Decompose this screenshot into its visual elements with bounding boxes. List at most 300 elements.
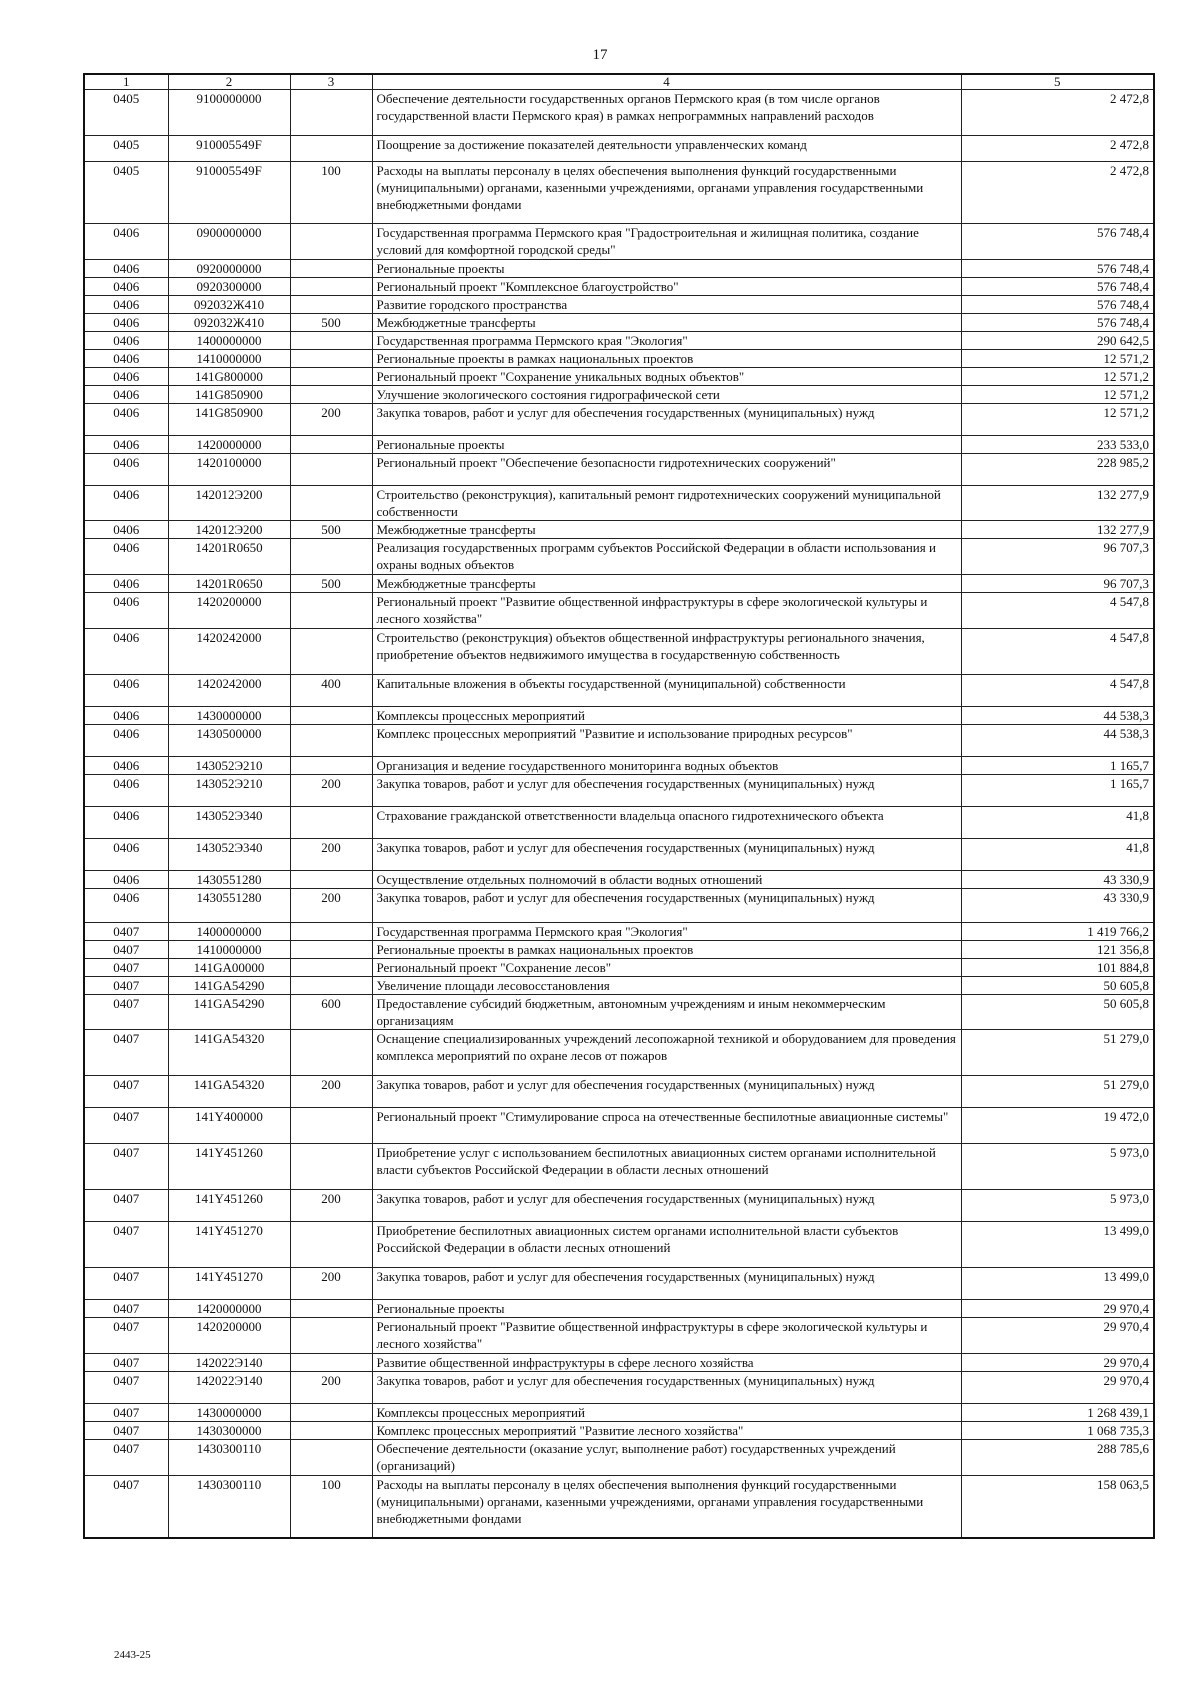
name-cell: Межбюджетные трансферты bbox=[372, 575, 961, 593]
table-body bbox=[84, 90, 1154, 1538]
name-cell: Расходы на выплаты персоналу в целях обеспечения выполнения функций государственными (муниципальными) органами, казенными учреждениями, органами управления государственными внебюджетными фондами bbox=[372, 162, 961, 224]
expense-type-cell bbox=[290, 923, 372, 941]
target-article-cell: 1420200000 bbox=[168, 1318, 290, 1354]
code-cell: 0406 bbox=[84, 629, 168, 675]
code-cell: 0407 bbox=[84, 1476, 168, 1538]
name-cell: Региональный проект "Развитие общественной инфраструктуры в сфере экологической культуры и лесного хозяйства" bbox=[372, 593, 961, 629]
name-cell: Закупка товаров, работ и услуг для обеспечения государственных (муниципальных) нужд bbox=[372, 1372, 961, 1404]
table-row bbox=[84, 725, 1154, 757]
amount-cell: 12 571,2 bbox=[961, 368, 1154, 386]
table-row bbox=[84, 839, 1154, 871]
expense-type-cell bbox=[290, 1300, 372, 1318]
code-cell: 0406 bbox=[84, 296, 168, 314]
amount-cell: 41,8 bbox=[961, 807, 1154, 839]
name-cell: Региональный проект "Стимулирование спроса на отечественные беспилотные авиационные системы" bbox=[372, 1108, 961, 1144]
amount-cell: 43 330,9 bbox=[961, 871, 1154, 889]
table-row bbox=[84, 296, 1154, 314]
target-article-cell: 1430300110 bbox=[168, 1440, 290, 1476]
table-header-row bbox=[84, 74, 1154, 90]
name-cell: Обеспечение деятельности (оказание услуг, выполнение работ) государственных учреждений (организаций) bbox=[372, 1440, 961, 1476]
code-cell: 0407 bbox=[84, 1300, 168, 1318]
expense-type-cell: 100 bbox=[290, 162, 372, 224]
amount-cell: 13 499,0 bbox=[961, 1268, 1154, 1300]
table-row bbox=[84, 332, 1154, 350]
code-cell: 0406 bbox=[84, 260, 168, 278]
name-cell: Межбюджетные трансферты bbox=[372, 521, 961, 539]
name-cell: Комплекс процессных мероприятий "Развитие лесного хозяйства" bbox=[372, 1422, 961, 1440]
header-col-5: 5 bbox=[961, 74, 1154, 90]
expense-type-cell: 600 bbox=[290, 995, 372, 1030]
target-article-cell: 143052Э340 bbox=[168, 839, 290, 871]
table-row bbox=[84, 1144, 1154, 1190]
table-row bbox=[84, 629, 1154, 675]
amount-cell: 50 605,8 bbox=[961, 995, 1154, 1030]
expense-type-cell: 500 bbox=[290, 314, 372, 332]
name-cell: Поощрение за достижение показателей деятельности управленческих команд bbox=[372, 136, 961, 162]
table-row bbox=[84, 871, 1154, 889]
expense-type-cell bbox=[290, 260, 372, 278]
code-cell: 0407 bbox=[84, 1354, 168, 1372]
name-cell: Комплекс процессных мероприятий "Развитие и использование природных ресурсов" bbox=[372, 725, 961, 757]
expense-type-cell bbox=[290, 368, 372, 386]
name-cell: Оснащение специализированных учреждений лесопожарной техникой и оборудованием для проведения комплекса мероприятий по охране лесов от пожаров bbox=[372, 1030, 961, 1076]
code-cell: 0406 bbox=[84, 775, 168, 807]
header-col-1: 1 bbox=[84, 74, 168, 90]
target-article-cell: 141Y400000 bbox=[168, 1108, 290, 1144]
code-cell: 0407 bbox=[84, 1404, 168, 1422]
table-row bbox=[84, 1440, 1154, 1476]
target-article-cell: 910005549F bbox=[168, 162, 290, 224]
expense-type-cell bbox=[290, 725, 372, 757]
expense-type-cell bbox=[290, 436, 372, 454]
table-row bbox=[84, 977, 1154, 995]
budget-table bbox=[83, 73, 1155, 1539]
code-cell: 0405 bbox=[84, 90, 168, 136]
amount-cell: 228 985,2 bbox=[961, 454, 1154, 486]
expense-type-cell bbox=[290, 386, 372, 404]
target-article-cell: 910005549F bbox=[168, 136, 290, 162]
code-cell: 0406 bbox=[84, 224, 168, 260]
table-row bbox=[84, 675, 1154, 707]
expense-type-cell bbox=[290, 1222, 372, 1268]
target-article-cell: 1420200000 bbox=[168, 593, 290, 629]
code-cell: 0407 bbox=[84, 941, 168, 959]
expense-type-cell bbox=[290, 1354, 372, 1372]
name-cell: Закупка товаров, работ и услуг для обеспечения государственных (муниципальных) нужд bbox=[372, 839, 961, 871]
code-cell: 0406 bbox=[84, 404, 168, 436]
code-cell: 0406 bbox=[84, 757, 168, 775]
amount-cell: 1 268 439,1 bbox=[961, 1404, 1154, 1422]
target-article-cell: 1430300110 bbox=[168, 1476, 290, 1538]
amount-cell: 96 707,3 bbox=[961, 575, 1154, 593]
table-row bbox=[84, 707, 1154, 725]
amount-cell: 2 472,8 bbox=[961, 162, 1154, 224]
code-cell: 0407 bbox=[84, 959, 168, 977]
expense-type-cell bbox=[290, 593, 372, 629]
amount-cell: 4 547,8 bbox=[961, 629, 1154, 675]
expense-type-cell bbox=[290, 224, 372, 260]
amount-cell: 2 472,8 bbox=[961, 136, 1154, 162]
name-cell: Региональный проект "Сохранение лесов" bbox=[372, 959, 961, 977]
expense-type-cell bbox=[290, 629, 372, 675]
expense-type-cell bbox=[290, 1422, 372, 1440]
name-cell: Закупка товаров, работ и услуг для обеспечения государственных (муниципальных) нужд bbox=[372, 775, 961, 807]
expense-type-cell bbox=[290, 1440, 372, 1476]
amount-cell: 576 748,4 bbox=[961, 314, 1154, 332]
expense-type-cell: 200 bbox=[290, 1372, 372, 1404]
name-cell: Региональный проект "Комплексное благоустройство" bbox=[372, 278, 961, 296]
code-cell: 0407 bbox=[84, 923, 168, 941]
amount-cell: 5 973,0 bbox=[961, 1190, 1154, 1222]
target-article-cell: 1400000000 bbox=[168, 332, 290, 350]
target-article-cell: 0920300000 bbox=[168, 278, 290, 296]
table-row bbox=[84, 1222, 1154, 1268]
target-article-cell: 092032Ж410 bbox=[168, 314, 290, 332]
table-row bbox=[84, 1300, 1154, 1318]
expense-type-cell: 400 bbox=[290, 675, 372, 707]
table-row bbox=[84, 757, 1154, 775]
target-article-cell: 141GA54320 bbox=[168, 1030, 290, 1076]
table-row bbox=[84, 1030, 1154, 1076]
table-row bbox=[84, 162, 1154, 224]
amount-cell: 132 277,9 bbox=[961, 521, 1154, 539]
amount-cell: 29 970,4 bbox=[961, 1318, 1154, 1354]
header-col-3: 3 bbox=[290, 74, 372, 90]
expense-type-cell: 200 bbox=[290, 1190, 372, 1222]
code-cell: 0406 bbox=[84, 278, 168, 296]
name-cell: Строительство (реконструкция), капитальный ремонт гидротехнических сооружений муниципальной собственности bbox=[372, 486, 961, 521]
amount-cell: 1 068 735,3 bbox=[961, 1422, 1154, 1440]
code-cell: 0407 bbox=[84, 1222, 168, 1268]
name-cell: Региональный проект "Обеспечение безопасности гидротехнических сооружений" bbox=[372, 454, 961, 486]
expense-type-cell bbox=[290, 959, 372, 977]
code-cell: 0406 bbox=[84, 725, 168, 757]
code-cell: 0407 bbox=[84, 1422, 168, 1440]
target-article-cell: 9100000000 bbox=[168, 90, 290, 136]
document-code: 2443-25 bbox=[114, 1649, 151, 1661]
amount-cell: 1 165,7 bbox=[961, 757, 1154, 775]
amount-cell: 158 063,5 bbox=[961, 1476, 1154, 1538]
name-cell: Закупка товаров, работ и услуг для обеспечения государственных (муниципальных) нужд bbox=[372, 1190, 961, 1222]
amount-cell: 2 472,8 bbox=[961, 90, 1154, 136]
expense-type-cell bbox=[290, 454, 372, 486]
expense-type-cell bbox=[290, 757, 372, 775]
name-cell: Комплексы процессных мероприятий bbox=[372, 1404, 961, 1422]
code-cell: 0406 bbox=[84, 368, 168, 386]
target-article-cell: 1430000000 bbox=[168, 1404, 290, 1422]
target-article-cell: 1430000000 bbox=[168, 707, 290, 725]
table-row bbox=[84, 1268, 1154, 1300]
table-row bbox=[84, 260, 1154, 278]
amount-cell: 290 642,5 bbox=[961, 332, 1154, 350]
header-col-2: 2 bbox=[168, 74, 290, 90]
amount-cell: 29 970,4 bbox=[961, 1372, 1154, 1404]
table-row bbox=[84, 1076, 1154, 1108]
name-cell: Организация и ведение государственного мониторинга водных объектов bbox=[372, 757, 961, 775]
page-number: 17 bbox=[592, 47, 608, 63]
amount-cell: 29 970,4 bbox=[961, 1300, 1154, 1318]
amount-cell: 233 533,0 bbox=[961, 436, 1154, 454]
code-cell: 0407 bbox=[84, 1144, 168, 1190]
name-cell: Увеличение площади лесовосстановления bbox=[372, 977, 961, 995]
code-cell: 0406 bbox=[84, 539, 168, 575]
expense-type-cell: 200 bbox=[290, 839, 372, 871]
amount-cell: 50 605,8 bbox=[961, 977, 1154, 995]
target-article-cell: 142022Э140 bbox=[168, 1354, 290, 1372]
target-article-cell: 141Y451260 bbox=[168, 1190, 290, 1222]
table-row bbox=[84, 486, 1154, 521]
target-article-cell: 1430500000 bbox=[168, 725, 290, 757]
amount-cell: 51 279,0 bbox=[961, 1076, 1154, 1108]
target-article-cell: 1430551280 bbox=[168, 871, 290, 889]
code-cell: 0407 bbox=[84, 1440, 168, 1476]
expense-type-cell bbox=[290, 332, 372, 350]
code-cell: 0406 bbox=[84, 707, 168, 725]
name-cell: Государственная программа Пермского края "Экология" bbox=[372, 923, 961, 941]
name-cell: Региональные проекты bbox=[372, 1300, 961, 1318]
table-row bbox=[84, 1354, 1154, 1372]
target-article-cell: 1420242000 bbox=[168, 675, 290, 707]
expense-type-cell bbox=[290, 941, 372, 959]
expense-type-cell: 500 bbox=[290, 521, 372, 539]
amount-cell: 101 884,8 bbox=[961, 959, 1154, 977]
target-article-cell: 142012Э200 bbox=[168, 486, 290, 521]
expense-type-cell: 200 bbox=[290, 1268, 372, 1300]
target-article-cell: 143052Э210 bbox=[168, 757, 290, 775]
header-col-4: 4 bbox=[372, 74, 961, 90]
code-cell: 0407 bbox=[84, 1190, 168, 1222]
amount-cell: 43 330,9 bbox=[961, 889, 1154, 923]
amount-cell: 12 571,2 bbox=[961, 350, 1154, 368]
expense-type-cell: 200 bbox=[290, 775, 372, 807]
table-row bbox=[84, 807, 1154, 839]
target-article-cell: 1410000000 bbox=[168, 941, 290, 959]
code-cell: 0406 bbox=[84, 521, 168, 539]
name-cell: Региональные проекты bbox=[372, 436, 961, 454]
code-cell: 0407 bbox=[84, 1030, 168, 1076]
table-row bbox=[84, 959, 1154, 977]
amount-cell: 288 785,6 bbox=[961, 1440, 1154, 1476]
table-row bbox=[84, 1422, 1154, 1440]
code-cell: 0407 bbox=[84, 1076, 168, 1108]
name-cell: Улучшение экологического состояния гидрографической сети bbox=[372, 386, 961, 404]
code-cell: 0407 bbox=[84, 1318, 168, 1354]
code-cell: 0406 bbox=[84, 454, 168, 486]
code-cell: 0406 bbox=[84, 807, 168, 839]
amount-cell: 12 571,2 bbox=[961, 386, 1154, 404]
amount-cell: 576 748,4 bbox=[961, 260, 1154, 278]
code-cell: 0407 bbox=[84, 995, 168, 1030]
expense-type-cell bbox=[290, 278, 372, 296]
name-cell: Закупка товаров, работ и услуг для обеспечения государственных (муниципальных) нужд bbox=[372, 1268, 961, 1300]
target-article-cell: 1420242000 bbox=[168, 629, 290, 675]
amount-cell: 29 970,4 bbox=[961, 1354, 1154, 1372]
name-cell: Приобретение услуг с использованием беспилотных авиационных систем органами исполнительной власти субъектов Российской Федерации в области лесных отношений bbox=[372, 1144, 961, 1190]
table-row bbox=[84, 1318, 1154, 1354]
table-row bbox=[84, 995, 1154, 1030]
target-article-cell: 141G800000 bbox=[168, 368, 290, 386]
table-row bbox=[84, 1476, 1154, 1538]
code-cell: 0407 bbox=[84, 977, 168, 995]
name-cell: Закупка товаров, работ и услуг для обеспечения государственных (муниципальных) нужд bbox=[372, 1076, 961, 1108]
target-article-cell: 141GA00000 bbox=[168, 959, 290, 977]
target-article-cell: 14201R0650 bbox=[168, 539, 290, 575]
code-cell: 0406 bbox=[84, 350, 168, 368]
table-row bbox=[84, 136, 1154, 162]
target-article-cell: 141GA54290 bbox=[168, 977, 290, 995]
target-article-cell: 141Y451270 bbox=[168, 1268, 290, 1300]
amount-cell: 41,8 bbox=[961, 839, 1154, 871]
table-row bbox=[84, 575, 1154, 593]
amount-cell: 19 472,0 bbox=[961, 1108, 1154, 1144]
amount-cell: 5 973,0 bbox=[961, 1144, 1154, 1190]
amount-cell: 576 748,4 bbox=[961, 278, 1154, 296]
target-article-cell: 141GA54320 bbox=[168, 1076, 290, 1108]
amount-cell: 1 419 766,2 bbox=[961, 923, 1154, 941]
expense-type-cell: 200 bbox=[290, 404, 372, 436]
amount-cell: 51 279,0 bbox=[961, 1030, 1154, 1076]
table-row bbox=[84, 521, 1154, 539]
code-cell: 0406 bbox=[84, 593, 168, 629]
name-cell: Региональные проекты bbox=[372, 260, 961, 278]
code-cell: 0406 bbox=[84, 386, 168, 404]
table-row bbox=[84, 386, 1154, 404]
amount-cell: 576 748,4 bbox=[961, 296, 1154, 314]
target-article-cell: 14201R0650 bbox=[168, 575, 290, 593]
code-cell: 0406 bbox=[84, 486, 168, 521]
code-cell: 0406 bbox=[84, 871, 168, 889]
name-cell: Региональные проекты в рамках национальных проектов bbox=[372, 941, 961, 959]
name-cell: Предоставление субсидий бюджетным, автономным учреждениям и иным некоммерческим организациям bbox=[372, 995, 961, 1030]
target-article-cell: 141G850900 bbox=[168, 404, 290, 436]
table-row bbox=[84, 404, 1154, 436]
expense-type-cell: 500 bbox=[290, 575, 372, 593]
target-article-cell: 141Y451260 bbox=[168, 1144, 290, 1190]
table-row bbox=[84, 454, 1154, 486]
target-article-cell: 1430551280 bbox=[168, 889, 290, 923]
amount-cell: 576 748,4 bbox=[961, 224, 1154, 260]
name-cell: Обеспечение деятельности государственных органов Пермского края (в том числе органов государственной власти Пермского края) в рамках непрограммных направлений расходов bbox=[372, 90, 961, 136]
table-row bbox=[84, 775, 1154, 807]
code-cell: 0406 bbox=[84, 575, 168, 593]
table-row bbox=[84, 350, 1154, 368]
name-cell: Региональный проект "Развитие общественной инфраструктуры в сфере экологической культуры и лесного хозяйства" bbox=[372, 1318, 961, 1354]
table-row bbox=[84, 539, 1154, 575]
code-cell: 0406 bbox=[84, 332, 168, 350]
amount-cell: 12 571,2 bbox=[961, 404, 1154, 436]
expense-type-cell bbox=[290, 1144, 372, 1190]
name-cell: Закупка товаров, работ и услуг для обеспечения государственных (муниципальных) нужд bbox=[372, 889, 961, 923]
name-cell: Закупка товаров, работ и услуг для обеспечения государственных (муниципальных) нужд bbox=[372, 404, 961, 436]
table-row bbox=[84, 436, 1154, 454]
target-article-cell: 0900000000 bbox=[168, 224, 290, 260]
name-cell: Региональный проект "Сохранение уникальных водных объектов" bbox=[372, 368, 961, 386]
table-row bbox=[84, 368, 1154, 386]
amount-cell: 13 499,0 bbox=[961, 1222, 1154, 1268]
code-cell: 0407 bbox=[84, 1108, 168, 1144]
target-article-cell: 1420000000 bbox=[168, 1300, 290, 1318]
expense-type-cell bbox=[290, 871, 372, 889]
amount-cell: 4 547,8 bbox=[961, 675, 1154, 707]
name-cell: Капитальные вложения в объекты государственной (муниципальной) собственности bbox=[372, 675, 961, 707]
target-article-cell: 092032Ж410 bbox=[168, 296, 290, 314]
target-article-cell: 1420100000 bbox=[168, 454, 290, 486]
code-cell: 0406 bbox=[84, 436, 168, 454]
expense-type-cell: 200 bbox=[290, 1076, 372, 1108]
expense-type-cell bbox=[290, 296, 372, 314]
target-article-cell: 1400000000 bbox=[168, 923, 290, 941]
code-cell: 0406 bbox=[84, 889, 168, 923]
target-article-cell: 143052Э210 bbox=[168, 775, 290, 807]
code-cell: 0406 bbox=[84, 675, 168, 707]
expense-type-cell bbox=[290, 977, 372, 995]
name-cell: Государственная программа Пермского края "Градостроительная и жилищная политика, создание условий для комфортной городской среды" bbox=[372, 224, 961, 260]
target-article-cell: 142022Э140 bbox=[168, 1372, 290, 1404]
table-row bbox=[84, 314, 1154, 332]
name-cell: Страхование гражданской ответственности владельца опасного гидротехнического объекта bbox=[372, 807, 961, 839]
target-article-cell: 1410000000 bbox=[168, 350, 290, 368]
expense-type-cell: 200 bbox=[290, 889, 372, 923]
name-cell: Приобретение беспилотных авиационных систем органами исполнительной власти субъектов Российской Федерации в области лесных отношений bbox=[372, 1222, 961, 1268]
target-article-cell: 1430300000 bbox=[168, 1422, 290, 1440]
amount-cell: 44 538,3 bbox=[961, 725, 1154, 757]
table-row bbox=[84, 90, 1154, 136]
expense-type-cell bbox=[290, 1318, 372, 1354]
expense-type-cell bbox=[290, 807, 372, 839]
name-cell: Комплексы процессных мероприятий bbox=[372, 707, 961, 725]
amount-cell: 1 165,7 bbox=[961, 775, 1154, 807]
expense-type-cell bbox=[290, 1404, 372, 1422]
code-cell: 0405 bbox=[84, 136, 168, 162]
expense-type-cell bbox=[290, 136, 372, 162]
name-cell: Межбюджетные трансферты bbox=[372, 314, 961, 332]
amount-cell: 121 356,8 bbox=[961, 941, 1154, 959]
code-cell: 0406 bbox=[84, 839, 168, 871]
target-article-cell: 1420000000 bbox=[168, 436, 290, 454]
name-cell: Расходы на выплаты персоналу в целях обеспечения выполнения функций государственными (муниципальными) органами, казенными учреждениями, органами управления государственными внебюджетными фондами bbox=[372, 1476, 961, 1538]
target-article-cell: 141G850900 bbox=[168, 386, 290, 404]
target-article-cell: 142012Э200 bbox=[168, 521, 290, 539]
expense-type-cell bbox=[290, 1108, 372, 1144]
name-cell: Развитие общественной инфраструктуры в сфере лесного хозяйства bbox=[372, 1354, 961, 1372]
name-cell: Региональные проекты в рамках национальных проектов bbox=[372, 350, 961, 368]
table-row bbox=[84, 941, 1154, 959]
table-row bbox=[84, 593, 1154, 629]
table-row bbox=[84, 923, 1154, 941]
table-row bbox=[84, 278, 1154, 296]
expense-type-cell bbox=[290, 539, 372, 575]
expense-type-cell bbox=[290, 350, 372, 368]
amount-cell: 44 538,3 bbox=[961, 707, 1154, 725]
expense-type-cell bbox=[290, 1030, 372, 1076]
name-cell: Развитие городского пространства bbox=[372, 296, 961, 314]
name-cell: Государственная программа Пермского края "Экология" bbox=[372, 332, 961, 350]
target-article-cell: 141GA54290 bbox=[168, 995, 290, 1030]
table-row bbox=[84, 889, 1154, 923]
target-article-cell: 0920000000 bbox=[168, 260, 290, 278]
amount-cell: 96 707,3 bbox=[961, 539, 1154, 575]
code-cell: 0406 bbox=[84, 314, 168, 332]
table-row bbox=[84, 1372, 1154, 1404]
target-article-cell: 143052Э340 bbox=[168, 807, 290, 839]
table-row bbox=[84, 1190, 1154, 1222]
expense-type-cell bbox=[290, 486, 372, 521]
target-article-cell: 141Y451270 bbox=[168, 1222, 290, 1268]
table-row bbox=[84, 1108, 1154, 1144]
amount-cell: 132 277,9 bbox=[961, 486, 1154, 521]
code-cell: 0405 bbox=[84, 162, 168, 224]
expense-type-cell: 100 bbox=[290, 1476, 372, 1538]
